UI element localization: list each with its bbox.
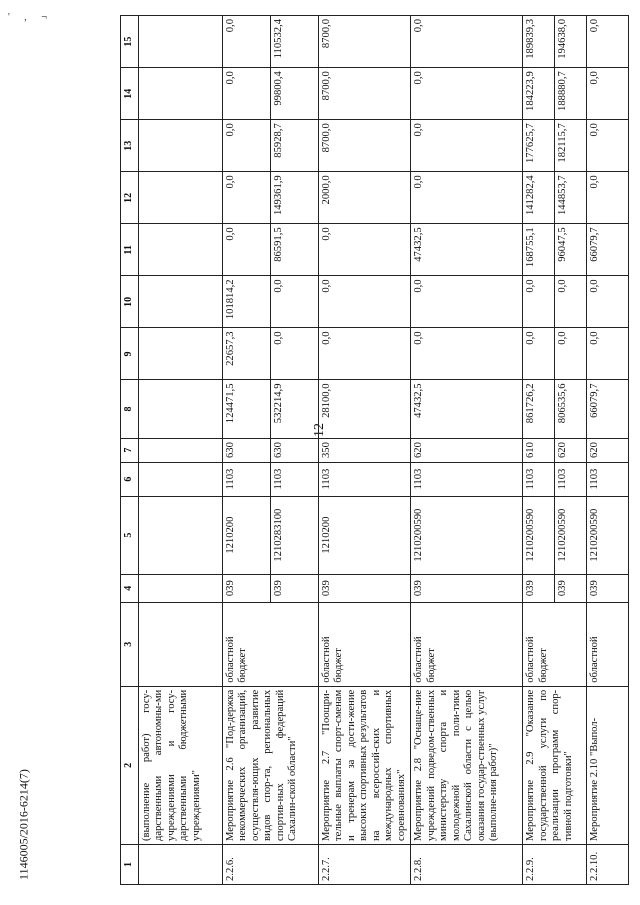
row-description: Мероприятие 2.7 "Поощри-тельные выплаты спорт-сменам и тренерам за дости-жение высоких спортивных результатов на всероссий-ских и международных спортивных соревнованиях" — [318, 686, 411, 844]
table-body — [121, 16, 629, 885]
column-header: 15 — [121, 16, 139, 68]
table-cell: 1210200590 — [587, 496, 629, 574]
table-cell — [138, 224, 222, 276]
table-cell: 86591,5 — [270, 224, 318, 276]
funding-source — [138, 602, 222, 686]
table-cell: 0,0 — [587, 328, 629, 380]
table-cell: 610 — [523, 438, 555, 462]
table-cell: 85928,7 — [270, 120, 318, 172]
table-cell — [138, 380, 222, 438]
table-cell: 99800,4 — [270, 68, 318, 120]
table-cell: 8700,0 — [318, 16, 411, 68]
row-description: Мероприятие 2.9 "Оказание государственной услуги по реализации программ спор-тивной подготовки" — [523, 686, 587, 844]
table-cell: 1210200590 — [555, 496, 587, 574]
table-cell: 0,0 — [411, 276, 523, 328]
table-cell: 039 — [411, 574, 523, 602]
table-cell — [138, 16, 222, 68]
column-header: 8 — [121, 380, 139, 438]
table-cell: 0,0 — [411, 68, 523, 120]
table-cell: 0,0 — [555, 328, 587, 380]
table-cell: 182115,7 — [555, 120, 587, 172]
table-row — [523, 16, 555, 885]
table-cell: 149361,9 — [270, 172, 318, 224]
table-cell — [138, 496, 222, 574]
table-cell: 177625,7 — [523, 120, 555, 172]
document-id: 1146005/2016-6214(7) — [16, 769, 31, 880]
table-cell: 620 — [587, 438, 629, 462]
table-cell: 0,0 — [411, 172, 523, 224]
table-cell: 0,0 — [587, 172, 629, 224]
row-description: Мероприятие 2.8 "Оснаще-ние учреждений подведом-ственных министерству спорта и молодежной поли-тики Сахалинской области с целью оказания государ-ственных услуг (выполне-ния работ)" — [411, 686, 523, 844]
column-header: 11 — [121, 224, 139, 276]
table-cell: 0,0 — [411, 328, 523, 380]
table-cell: 66079,7 — [587, 224, 629, 276]
table-cell: 96047,5 — [555, 224, 587, 276]
table-cell: 1103 — [523, 462, 555, 496]
table-cell: 1103 — [411, 462, 523, 496]
table-cell: 47432,5 — [411, 380, 523, 438]
table-cell — [138, 462, 222, 496]
table-cell: 350 — [318, 438, 411, 462]
table-cell — [138, 68, 222, 120]
table-cell: 0,0 — [587, 68, 629, 120]
table-cell: 0,0 — [411, 16, 523, 68]
table-cell: 039 — [587, 574, 629, 602]
table-cell — [138, 276, 222, 328]
funding-source: областной бюджет — [318, 602, 411, 686]
header-row — [121, 16, 139, 885]
table-cell: 0,0 — [587, 120, 629, 172]
column-header: 6 — [121, 462, 139, 496]
table-cell: 039 — [318, 574, 411, 602]
table-cell: 1103 — [587, 462, 629, 496]
row-code: 2.2.8. — [411, 844, 523, 884]
row-code: 2.2.9. — [523, 844, 587, 884]
table-cell: 620 — [555, 438, 587, 462]
table-cell: 0,0 — [587, 276, 629, 328]
row-description: Мероприятие 2.10 "Выпол- — [587, 686, 629, 844]
table-cell: 0,0 — [555, 276, 587, 328]
column-header: 7 — [121, 438, 139, 462]
column-header: 3 — [121, 602, 139, 686]
row-code — [138, 844, 222, 884]
table-cell: 28100,0 — [318, 380, 411, 438]
table-cell: 168755,1 — [523, 224, 555, 276]
column-header: 10 — [121, 276, 139, 328]
table-cell: 101814,2 — [222, 276, 270, 328]
table-cell: 620 — [411, 438, 523, 462]
row-code: 2.2.6. — [222, 844, 318, 884]
table-cell: 0,0 — [318, 328, 411, 380]
table-cell: 1210200590 — [411, 496, 523, 574]
table-cell: 806535,6 — [555, 380, 587, 438]
table-cell: 47432,5 — [411, 224, 523, 276]
table-cell: 1210200 — [318, 496, 411, 574]
page-number: 12 — [312, 423, 327, 437]
table-row — [411, 16, 523, 885]
table-cell: 1210200 — [222, 496, 270, 574]
table-cell — [138, 574, 222, 602]
row-code: 2.2.7. — [318, 844, 411, 884]
table-cell: 1210283100 — [270, 496, 318, 574]
table-row — [318, 16, 411, 885]
table-row — [138, 16, 222, 885]
table-cell: 0,0 — [222, 224, 270, 276]
table-cell: 8700,0 — [318, 120, 411, 172]
table-cell: 194638,0 — [555, 16, 587, 68]
table-cell: 0,0 — [523, 328, 555, 380]
table-cell: 0,0 — [222, 120, 270, 172]
table-cell: 039 — [555, 574, 587, 602]
table-cell: 039 — [523, 574, 555, 602]
table-cell: 124471,5 — [222, 380, 270, 438]
table-cell: 0,0 — [523, 276, 555, 328]
column-header: 14 — [121, 68, 139, 120]
column-header: 9 — [121, 328, 139, 380]
table-cell: 22657,3 — [222, 328, 270, 380]
table-cell: 110532,4 — [270, 16, 318, 68]
table-cell: 189839,3 — [523, 16, 555, 68]
table-cell: 188880,7 — [555, 68, 587, 120]
table-cell: 0,0 — [270, 328, 318, 380]
table-cell: 8700,0 — [318, 68, 411, 120]
table-cell — [138, 328, 222, 380]
funding-source: областной бюджет — [222, 602, 318, 686]
column-header: 13 — [121, 120, 139, 172]
table-cell: 0,0 — [270, 276, 318, 328]
table-cell: 184223,9 — [523, 68, 555, 120]
table-cell: 039 — [270, 574, 318, 602]
table-cell: 1103 — [318, 462, 411, 496]
budget-table — [120, 15, 629, 885]
table-cell: 532214,9 — [270, 380, 318, 438]
rotated-table-container — [120, 15, 600, 885]
table-cell: 1210200590 — [523, 496, 555, 574]
funding-source: областной — [587, 602, 629, 686]
table-cell: 66079,7 — [587, 380, 629, 438]
column-header: 1 — [121, 844, 139, 884]
table-cell: 630 — [270, 438, 318, 462]
table-cell: 0,0 — [318, 224, 411, 276]
column-header: 2 — [121, 686, 139, 844]
table-cell — [138, 172, 222, 224]
funding-source: областной бюджет — [523, 602, 587, 686]
table-cell: 0,0 — [587, 16, 629, 68]
table-cell: 0,0 — [222, 16, 270, 68]
table-cell: 0,0 — [318, 276, 411, 328]
table-cell: 144853,7 — [555, 172, 587, 224]
table-cell — [138, 438, 222, 462]
table-row — [587, 16, 629, 885]
funding-source: областной бюджет — [411, 602, 523, 686]
table-cell: 861726,2 — [523, 380, 555, 438]
table-row — [222, 16, 270, 885]
table-cell: 1103 — [555, 462, 587, 496]
column-header: 4 — [121, 574, 139, 602]
table-cell: 1103 — [270, 462, 318, 496]
row-description: (выполнение работ) госу-дарственными автономны-ми учреждениями и госу-дарственными бюджетными учреждениями" — [138, 686, 222, 844]
table-cell: 0,0 — [411, 120, 523, 172]
table-cell: 0,0 — [222, 68, 270, 120]
table-cell: 630 — [222, 438, 270, 462]
column-header: 12 — [121, 172, 139, 224]
row-code: 2.2.10. — [587, 844, 629, 884]
table-cell: 2000,0 — [318, 172, 411, 224]
table-cell — [138, 120, 222, 172]
table-cell: 1103 — [222, 462, 270, 496]
table-cell: 039 — [222, 574, 270, 602]
row-description: Мероприятие 2.6 "Под-держка некоммерческих организаций, осуществля-ющих развитие видов спор-та, региональных спортив-ных федераций Сахалин-ской области" — [222, 686, 318, 844]
table-cell: 141282,4 — [523, 172, 555, 224]
column-header: 5 — [121, 496, 139, 574]
corner-marks: ' , ¬ — [8, 12, 53, 23]
table-cell: 0,0 — [222, 172, 270, 224]
